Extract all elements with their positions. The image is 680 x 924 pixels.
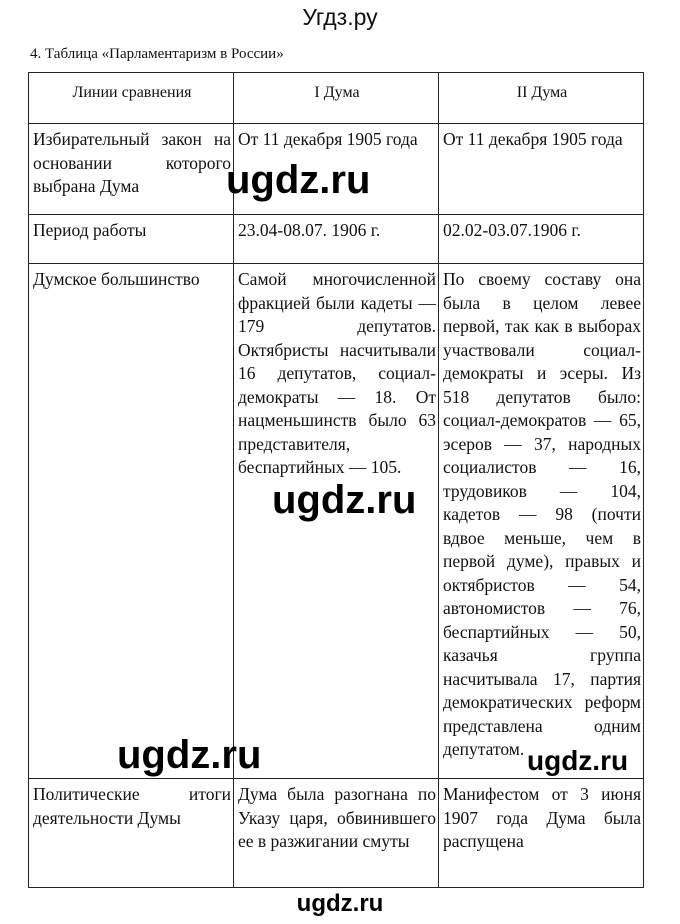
header-duma-2: II Дума [439,73,644,124]
row-criterion: Избирательный закон на основании которого выбрана Дума [29,124,234,215]
table-row [29,124,644,215]
row-duma-2: Манифестом от 3 июня 1907 года Дума была распущена [439,779,644,888]
comparison-table [28,72,644,888]
header-duma-1: I Дума [234,73,439,124]
row-duma-2: От 11 декабря 1905 года [439,124,644,215]
table-row [29,264,644,779]
table-row [29,779,644,888]
site-footer: ugdz.ru [296,890,384,917]
row-criterion: Политические итоги деятельности Думы [29,779,234,888]
site-header: Угдз.ру [302,4,378,30]
watermark: ugdz.ru [226,158,371,202]
row-duma-2: 02.02-03.07.1906 г. [439,215,644,264]
watermark: ugdz.ru [272,478,417,522]
row-duma-1: От 11 декабря 1905 года [234,124,439,215]
row-criterion: Думское большинство [29,264,234,779]
table-row [29,215,644,264]
header-criterion: Линии сравнения [29,73,234,124]
row-duma-2: По своему составу она была в целом левее первой, так как в выборах участвовали социал-демократы и эсеры. Из 518 депутатов было: социал-демократов — 65, эсеров — 37, народных социалистов — 16, трудовиков — 104, кадетов — 98 (почти вдвое меньше, чем в первой думе), правых и октябристов — 54, автономистов — 76, беспартийных — 50, казачья группа насчитывала 17, партия демократических реформ представлена одним депутатом. [439,264,644,779]
row-criterion: Период работы [29,215,234,264]
task-title: 4. Таблица «Парламентаризм в России» [30,46,284,62]
row-duma-1: Самой многочисленной фракцией были кадеты — 179 депутатов. Октябристы насчитывали 16 депутатов, социал-демократы — 18. От нацменьшинств было 63 представителя, беспартийных — 105. [234,264,439,779]
row-duma-1: Дума была разогнана по Указу царя, обвинившего ее в разжигании смуты [234,779,439,888]
watermark: ugdz.ru [527,745,629,776]
row-duma-1: 23.04-08.07. 1906 г. [234,215,439,264]
watermark: ugdz.ru [117,733,262,777]
table-header-row [29,73,644,124]
